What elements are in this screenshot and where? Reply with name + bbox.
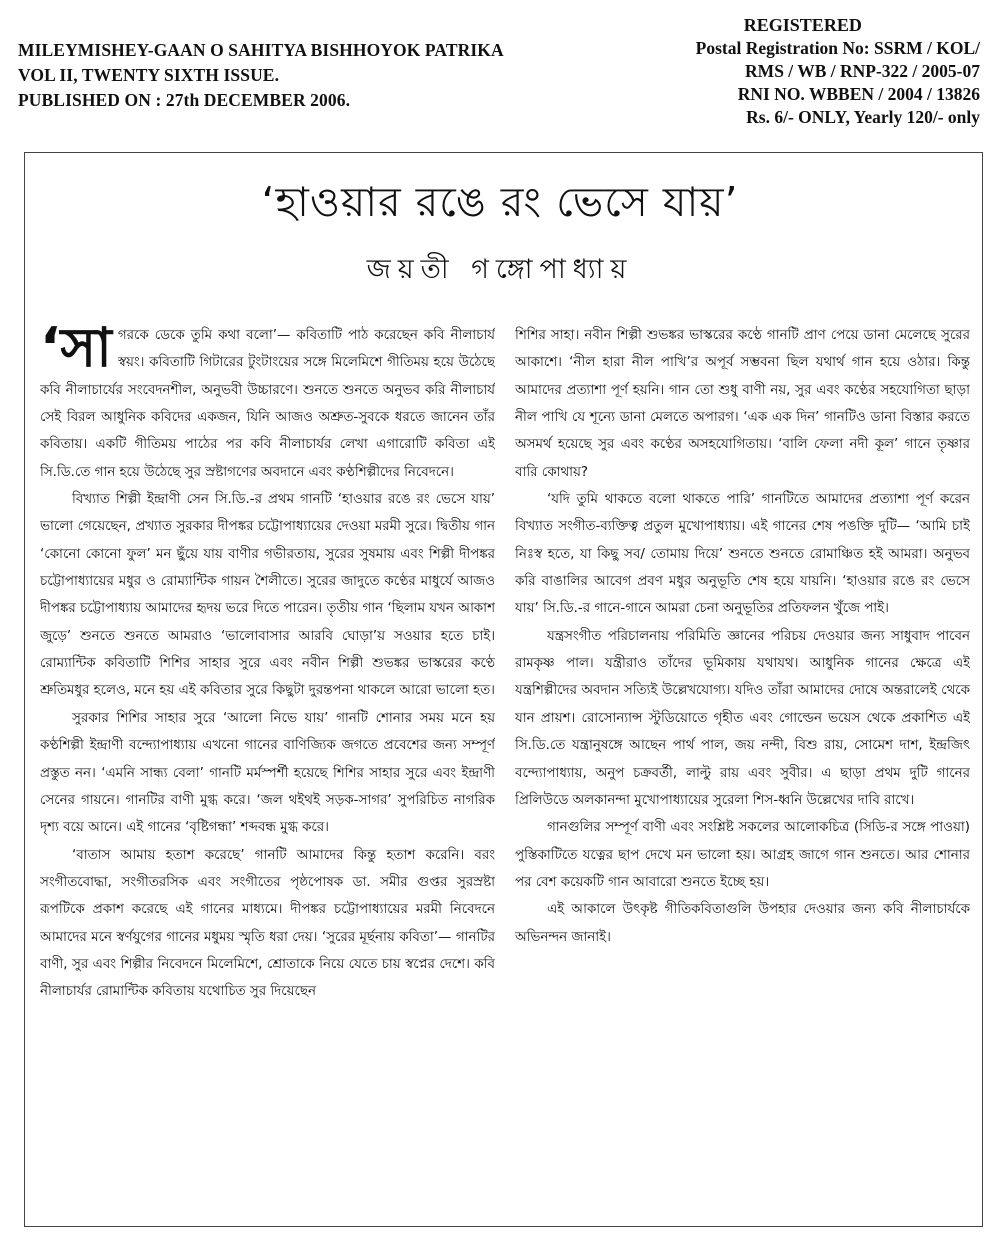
postal-registration: Postal Registration No: SSRM / KOL/: [695, 38, 980, 58]
paragraph: সুরকার শিশির সাহার সুরে ‘আলো নিভে যায়’ গানটি শোনার সময় মনে হয় কণ্ঠশিল্পী ইন্দ্রাণী বন্দ্যোপাধ্যায় এখনো গানের বাণিজ্যিক জগতে প্রবেশের জন্য সম্পূর্ণ প্রস্তুত নন। ‘এমনি সান্ধ্য বেলা’ গানটি মর্মস্পর্শী হয়েছে শিশির সাহার সুরে এবং ইন্দ্রাণী সেনের গায়নে। গানটির বাণী মুগ্ধ করে। ‘জল থইথই সড়ক-সাগর’ সুপরিচিত নাগরিক দৃশ্য বয়ে আনে। এই গানের ‘বৃষ্টিগন্ধা’ শব্দবন্ধ মুগ্ধ করে।: [40, 710, 495, 836]
issue-info: VOL II, TWENTY SIXTH ISSUE.: [18, 65, 280, 85]
paragraph: শিশির সাহা। নবীন শিল্পী শুভঙ্কর ভাস্করের কণ্ঠে গানটি প্রাণ পেয়ে ডানা মেলেছে সুরের আকাশে। ‘নীল হারা নীল পাখি’র অপূর্ব সম্ভবনা ছিল যথার্থ গান হয়ে ওঠার। কিন্তু আমাদের প্রত্যাশা পূর্ণ হয়নি। গান তো শুধু বাণী নয়, সুর এবং কণ্ঠের সহযোগিতা ছাড়া নীল পাখি যে শূন্যে ডানা মেলতে অপারগ। ‘এক এক দিন’ গানটিও ডানা বিস্তার করতে অসমর্থ হয়েছে সুর এবং কণ্ঠের অসহযোগিতায়। ‘বালি ফেলা নদী কূল’ গানে তৃষ্ণার বারি কোথায়?: [515, 328, 970, 480]
paragraph-text: গরকে ডেকে তুমি কথা বলো’— কবিতাটি পাঠ করেছেন কবি নীলাচার্য স্বয়ং। কবিতাটি গিটারের টুংটাংয়ের সঙ্গে মিলেমিশে গীতিময় হয়ে উঠেছে কবি নীলাচার্যের সংবেদনশীল, অনুভবী উচ্চারণে। শুনতে শুনতে অনুভব করি নীলাচার্য সেই বিরল আধুনিক কবিদের একজন, যিনি আজও অশ্রুত-সুবকে ধরতে জানেন তাঁর কবিতায়। একটি গীতিময় পাঠের পর কবি নীলাচার্যর লেখা এগারোটি কবিতা এই সি.ডি.তে গান হয়ে উঠেছে সুর স্রষ্টাগণের অবদানে এবং কণ্ঠশিল্পীদের নিবেদনে।: [40, 328, 495, 480]
paragraph: ‘যদি তুমি থাকতে বলো থাকতে পারি’ গানটিতে আমাদের প্রত্যাশা পূর্ণ করেন বিখ্যাত সংগীত-ব্যক্তিত্ব প্রতুল মুখোপাধ্যায়। এই গানের শেষ পঙক্তি দুটি— ‘আমি চাই নিঃস্ব হতে, যা কিছু সব/ তোমায় দিয়ে’ শুনতে শুনতে রোমাঞ্চিত হই আমরা। অনুভব করি বাঙালির আবেগ প্রবণ মধুর অনুভূতি শেষ হয়ে যায়নি। ‘হাওয়ার রঙে রং ভেসে যায়’ সি.ডি.-র গানে-গানে আমরা চেনা অনুভূতির প্রতিফলন খুঁজে পাই।: [515, 492, 970, 617]
masthead: [0, 0, 1000, 150]
registration-info: [696, 14, 980, 129]
article-title: ‘হাওয়ার রঙে রং ভেসে যায়’: [261, 178, 739, 226]
rni-number: RNI NO. WBBEN / 2004 / 13826: [737, 84, 980, 104]
paragraph: [40, 322, 495, 486]
left-column: [40, 322, 495, 1217]
publish-date: PUBLISHED ON : 27th DECEMBER 2006.: [18, 90, 351, 110]
publication-name: MILEYMISHEY-GAAN O SAHITYA BISHHOYOK PATRIKA: [18, 40, 504, 60]
paragraph: যন্ত্রসংগীত পরিচালনায় পরিমিতি জ্ঞানের পরিচয় দেওয়ার জন্য সাধুবাদ পাবেন রামকৃষ্ণ পাল। যন্ত্রীরাও তাঁদের ভূমিকায় যথাযথ। আধুনিক গানের ক্ষেত্রে এই যন্ত্রশিল্পীদের অবদান সত্যিই উল্লেখযোগ্য। যদিও তাঁরা আমাদের দোষে অন্তরালেই থেকে যান প্রায়শ। রোসোন্যান্স স্টুডিয়োতে গৃহীত এবং গোল্ডেন ভয়েস থেকে প্রকাশিত এই সি.ডি.তে যন্ত্রানুষঙ্গে আছেন পার্থ পাল, জয় নন্দী, বিশু রায়, সোমেশ দাশ, ইন্দ্রজিৎ বন্দ্যোপাধ্যায়, অনুপ চক্রবর্তী, লাল্টু রায় এবং সুবীর। এ ছাড়া প্রথম দুটি গানের প্রিলিউডে অলকানন্দা মুখোপাধ্যায়ের সুরেলা শিস-ধ্বনি উল্লেখের দাবি রাখে।: [515, 628, 970, 808]
paragraph: ‘বাতাস আমায় হতাশ করেছে’ গানটি আমাদের কিন্তু হতাশ করেনি। বরং সংগীতবোদ্ধা, সংগীতরসিক এবং সংগীতের পৃষ্ঠপোষক ডা. সমীর গুপ্তর সুরস্রষ্টা রূপটিকে প্রকাশ করেছে এই গানের মাধ্যমে। দীপঙ্কর চট্টোপাধ্যায়ের মরমী নিবেদনে আমাদের মনে স্বর্ণযুগের গানের মধুময় স্মৃতি ধরা দেয়। ‘সুরের মূর্ছনায় কবিতা’— গানটির বাণী, সুর এবং শিল্পীর নিবেদনে মিলেমিশে, শ্রোতাকে নিয়ে যেতে চায় স্বপ্নের দেশে। কবি নীলাচার্যর রোমান্টিক কবিতায় যথোচিত সুর দিয়েছেন: [40, 847, 495, 1000]
drop-cap: ‘সা: [40, 322, 112, 379]
article-body: [40, 322, 970, 1217]
publication-info: [18, 38, 504, 113]
paragraph: গানগুলির সম্পূর্ণ বাণী এবং সংশ্লিষ্ট সকলের আলোকচিত্র (সিডি-র সঙ্গে পাওয়া) পুস্তিকাটিতে যত্নের ছাপ দেখে মন ভালো হয়। আগ্রহ জাগে গান শুনতে। আর শোনার পর বেশ কয়েকটি গান আবারো শুনতে ইচ্ছে হয়।: [515, 820, 970, 890]
registered-label: REGISTERED: [743, 15, 862, 35]
right-column: [515, 322, 970, 1217]
price-info: Rs. 6/- ONLY, Yearly 120/- only: [746, 107, 980, 127]
paragraph: বিখ্যাত শিল্পী ইন্দ্রাণী সেন সি.ডি.-র প্রথম গানটি ‘হাওয়ার রঙে রং ভেসে যায়’ ভালো গেয়েছেন, প্রখ্যাত সুরকার দীপঙ্কর চট্টোপাধ্যায়ের দেওয়া মরমী সুরে। দ্বিতীয় গান ‘কোনো কোনো ফুল’ মন ছুঁয়ে যায় বাণীর গভীরতায়, সুরের সুষমায় এবং শিল্পী দীপঙ্কর চট্টোপাধ্যায়ের মধুর ও রোম্যান্টিক গায়ন শৈলীতে। সুরের জাদুতে কণ্ঠের মাধুর্যে আজও দীপঙ্কর চট্টোপাধ্যায় আমাদের হৃদয় ভরে দিতে পারেন। তৃতীয় গান ‘ছিলাম যখন আকাশ জুড়ে’ শুনতে শুনতে আমরাও ‘ভালোবাসার আরবি ঘোড়া’য় সওয়ার হতে চাই। রোম্যান্টিক কবিতাটি শিশির সাহার সুরে এবং নবীন শিল্পী শুভঙ্কর ভাস্করের কণ্ঠে শ্রুতিমধুর হলেও, মনে হয় এই কবিতার সুরে কিছুটা দুরন্তপনা থাকলে আরো ভালো হত।: [40, 492, 495, 699]
rms-number: RMS / WB / RNP-322 / 2005-07: [745, 61, 980, 81]
paragraph: এই আকালে উৎকৃষ্ট গীতিকবিতাগুলি উপহার দেওয়ার জন্য কবি নীলাচার্যকে অভিনন্দন জানাই।: [515, 902, 970, 945]
article-author: জয়তী গঙ্গোপাধ্যায়: [366, 254, 634, 285]
